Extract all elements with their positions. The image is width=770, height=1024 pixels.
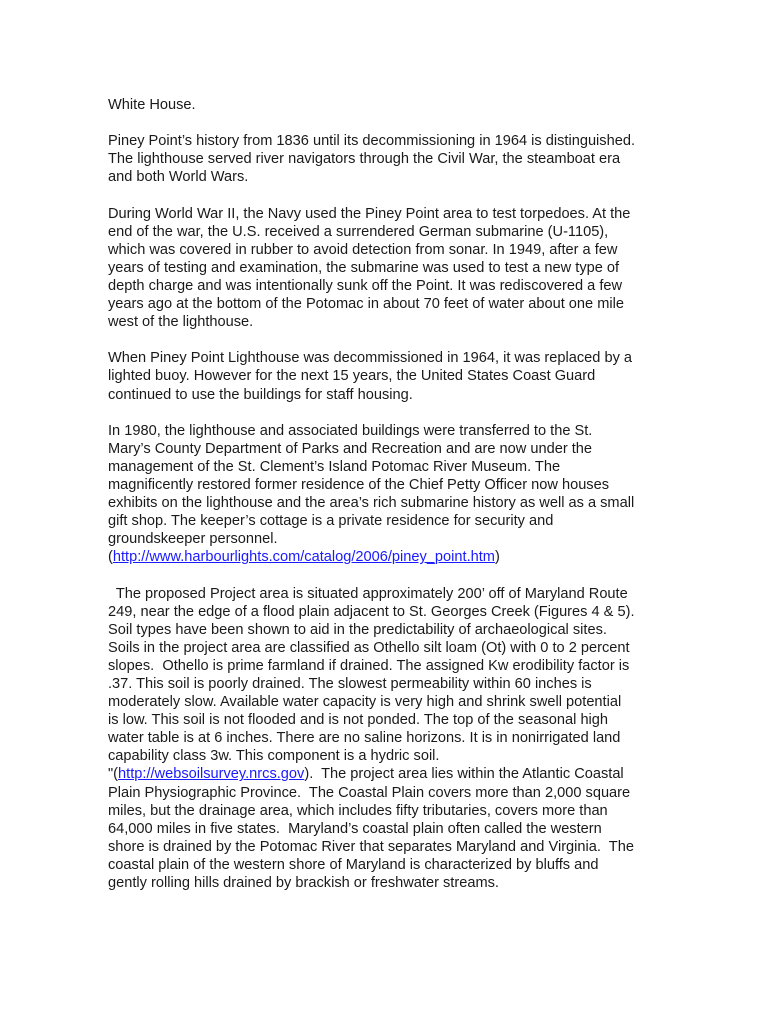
document-page xyxy=(108,96,668,892)
citation-harbourlights xyxy=(108,548,668,566)
text-line: and both World Wars. xyxy=(108,169,249,186)
citation-close-paren: ) xyxy=(494,549,500,566)
paragraph-project xyxy=(108,585,668,893)
citation-open-paren: ( xyxy=(108,549,113,566)
text-line: continued to use the buildings for staff housing. xyxy=(108,386,413,403)
text-line: miles, but the drainage area, which includes fifty tributaries, covers more than xyxy=(108,802,608,819)
paragraph-1980 xyxy=(108,422,668,567)
text-line: gently rolling hills drained by brackish or freshwater streams. xyxy=(108,875,499,892)
text-line: Soil types have been shown to aid in the predictability of archaeological sites. xyxy=(108,621,607,638)
text-line: slopes. Othello is prime farmland if drained. The assigned Kw erodibility factor is xyxy=(108,657,630,674)
text-line: Mary’s County Department of Parks and Recreation and are now under the xyxy=(108,440,593,457)
text-line: 64,000 miles in five states. Maryland’s coastal plain often called the western xyxy=(108,820,602,837)
text-line: groundskeeper personnel. xyxy=(108,531,278,548)
text-line: lighted buoy. However for the next 15 years, the United States Coast Guard xyxy=(108,368,596,385)
heading-fragment xyxy=(108,96,668,114)
citation-websoil xyxy=(108,765,668,783)
text-line: Soils in the project area are classified as Othello silt loam (Ot) with 0 to 2 percent xyxy=(108,639,630,656)
text-line: White House. xyxy=(108,97,196,113)
text-line: management of the St. Clement’s Island Potomac River Museum. The xyxy=(108,458,561,475)
text-line: depth charge and was intentionally sunk off the Point. It was rediscovered a few xyxy=(108,277,623,294)
text-line: exhibits on the lighthouse and the area’s rich submarine history as well as a small xyxy=(108,495,635,512)
text-line: moderately slow. Available water capacity is very high and shrink swell potential xyxy=(108,694,622,711)
citation-continuation: ). The project area lies within the Atlantic Coastal xyxy=(304,766,624,783)
text-line: water table is at 6 inches. There are no saline horizons. It is in nonirrigated land xyxy=(108,730,621,747)
text-line: magnificently restored former residence of the Chief Petty Officer now houses xyxy=(108,476,610,493)
text-line: When Piney Point Lighthouse was decommissioned in 1964, it was replaced by a xyxy=(108,350,633,367)
text-line: years of testing and examination, the submarine was used to test a new type of xyxy=(108,259,620,276)
text-line: end of the war, the U.S. received a surrendered German submarine (U-1105), xyxy=(108,223,609,240)
harbourlights-link[interactable]: http://www.harbourlights.com/catalog/2006/piney_point.htm xyxy=(112,549,495,566)
text-line: The lighthouse served river navigators through the Civil War, the steamboat era xyxy=(108,151,621,168)
text-line: coastal plain of the western shore of Maryland is characterized by bluffs and xyxy=(108,856,599,873)
paragraph-decommission xyxy=(108,349,668,403)
text-line: Plain Physiographic Province. The Coastal Plain covers more than 2,000 square xyxy=(108,784,631,801)
text-line: shore is drained by the Potomac River that separates Maryland and Virginia. The xyxy=(108,838,634,855)
citation-open-quote-paren: "( xyxy=(108,766,119,783)
websoilsurvey-link[interactable]: http://websoilsurvey.nrcs.gov xyxy=(118,766,305,783)
text-line: capability class 3w. This component is a hydric soil. xyxy=(108,748,440,765)
text-line: During World War II, the Navy used the Piney Point area to test torpedoes. At the xyxy=(108,205,631,222)
text-line: gift shop. The keeper’s cottage is a private residence for security and xyxy=(108,513,554,530)
text-line: 249, near the edge of a flood plain adjacent to St. Georges Creek (Figures 4 & 5). xyxy=(108,603,635,620)
text-line: is low. This soil is not flooded and is not ponded. The top of the seasonal high xyxy=(108,712,609,729)
text-line: west of the lighthouse. xyxy=(108,314,254,331)
paragraph-history xyxy=(108,132,668,186)
text-line: Piney Point’s history from 1836 until its decommissioning in 1964 is distinguished. xyxy=(108,133,635,150)
text-line: years ago at the bottom of the Potomac in about 70 feet of water about one mile xyxy=(108,296,624,313)
text-line: which was covered in rubber to avoid detection from sonar. In 1949, after a few xyxy=(108,241,618,258)
text-line: The proposed Project area is situated approximately 200’ off of Maryland Route xyxy=(108,585,628,602)
text-line: In 1980, the lighthouse and associated buildings were transferred to the St. xyxy=(108,422,593,439)
paragraph-ww2 xyxy=(108,205,668,332)
text-line: .37. This soil is poorly drained. The slowest permeability within 60 inches is xyxy=(108,676,592,692)
